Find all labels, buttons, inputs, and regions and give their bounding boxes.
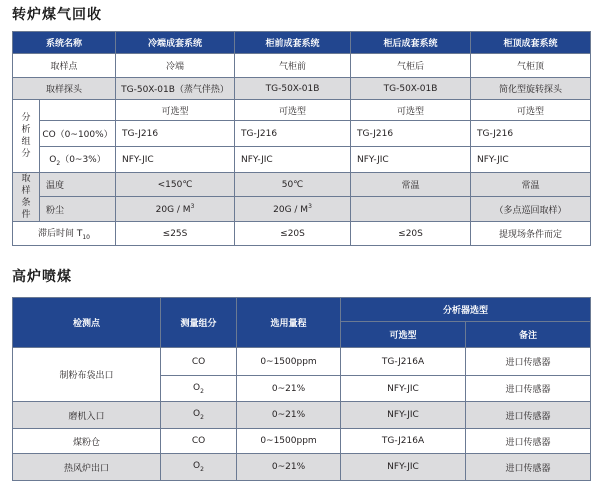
cell-temperature: 50℃ <box>235 173 351 197</box>
section-title-blast-furnace: 高炉喷煤 <box>12 269 72 285</box>
cell-component: $O_2$ <box>161 402 237 429</box>
cell-probe: TG-50X-01B（蒸气伴热） <box>116 78 235 100</box>
cell-remark: 进口传感器 <box>466 402 591 429</box>
cell-o2-model: NFY-JIC <box>351 147 471 173</box>
header-holder-top: 柜顶成套系统 <box>471 32 591 54</box>
header-after-holder: 柜后成套系统 <box>351 32 471 54</box>
cell-probe: 简化型旋转探头 <box>471 78 591 100</box>
label-sampling-conditions: 取 样 条 件 <box>13 173 40 222</box>
cell-remark: 进口传感器 <box>466 376 591 402</box>
cell-temperature: <150℃ <box>116 173 235 197</box>
cell-probe: TG-50X-01B <box>351 78 471 100</box>
cell-component: $O_2$ <box>161 376 237 402</box>
cell-optional-label: 可选型 <box>116 100 235 121</box>
cell-optional: TG-J216A <box>341 348 466 376</box>
label-co-range: CO（0~100%） <box>40 121 116 147</box>
header-before-holder: 柜前成套系统 <box>235 32 351 54</box>
cell-optional: NFY-JIC <box>341 402 466 429</box>
label-dust: 粉尘 <box>40 197 116 222</box>
cell-lag-time: ≤25S <box>116 222 235 246</box>
cell-range: 0~1500ppm <box>237 348 341 376</box>
cell-sampling-point: 气柜顶 <box>471 54 591 78</box>
cell-point: 磨机入口 <box>13 402 161 429</box>
cell-dust-note: （多点巡回取样） <box>471 197 591 222</box>
label-analysis-group: 分 析 组 分 <box>13 100 40 173</box>
cell-range: 0~21% <box>237 402 341 429</box>
cell-optional: NFY-JIC <box>341 376 466 402</box>
header-detection-point: 检测点 <box>13 298 161 348</box>
cell-dust: $20G / M^3$ <box>235 197 351 222</box>
cell-optional-label: 可选型 <box>235 100 351 121</box>
cell-range: 0~21% <box>237 376 341 402</box>
cell-optional: NFY-JIC <box>341 454 466 481</box>
cell-optional: TG-J216A <box>341 429 466 454</box>
cell-dust: $20G / M^3$ <box>116 197 235 222</box>
label-probe: 取样探头 <box>13 78 116 100</box>
cell-lag-time: ≤20S <box>235 222 351 246</box>
blank-cell <box>40 100 116 121</box>
cell-range: 0~21% <box>237 454 341 481</box>
cell-remark: 进口传感器 <box>466 454 591 481</box>
cell-optional-label: 可选型 <box>351 100 471 121</box>
cell-optional-label: 可选型 <box>471 100 591 121</box>
cell-dust-empty <box>351 197 471 222</box>
cell-point: 热风炉出口 <box>13 454 161 481</box>
cell-lag-time: ≤20S <box>351 222 471 246</box>
cell-sampling-point: 冷端 <box>116 54 235 78</box>
cell-probe: TG-50X-01B <box>235 78 351 100</box>
converter-gas-table <box>12 31 591 246</box>
cell-co-model: TG-J216 <box>235 121 351 147</box>
cell-co-model: TG-J216 <box>471 121 591 147</box>
cell-o2-model: NFY-JIC <box>471 147 591 173</box>
header-cold-end: 冷端成套系统 <box>116 32 235 54</box>
header-component: 测量组分 <box>161 298 237 348</box>
header-analyzer: 分析器选型 <box>341 298 591 322</box>
header-remark: 备注 <box>466 322 591 348</box>
cell-co-model: TG-J216 <box>116 121 235 147</box>
header-optional: 可选型 <box>341 322 466 348</box>
cell-o2-model: NFY-JIC <box>235 147 351 173</box>
cell-point: 煤粉仓 <box>13 429 161 454</box>
cell-component: $O_2$ <box>161 454 237 481</box>
cell-sampling-point: 气柜后 <box>351 54 471 78</box>
cell-remark: 进口传感器 <box>466 429 591 454</box>
cell-o2-model: NFY-JIC <box>116 147 235 173</box>
cell-co-model: TG-J216 <box>351 121 471 147</box>
label-o2-range: $O_2(0\sim 3\%)$ <box>40 147 116 173</box>
header-system-name: 系统名称 <box>13 32 116 54</box>
header-range: 选用量程 <box>237 298 341 348</box>
cell-component: CO <box>161 429 237 454</box>
label-temperature: 温度 <box>40 173 116 197</box>
cell-lag-time: 提现场条件而定 <box>471 222 591 246</box>
cell-range: 0~1500ppm <box>237 429 341 454</box>
label-sampling-point: 取样点 <box>13 54 116 78</box>
cell-point: 制粉布袋出口 <box>13 348 161 402</box>
label-lag-time: 滞后时间 $T_{10}$ <box>13 222 116 246</box>
cell-sampling-point: 气柜前 <box>235 54 351 78</box>
blast-furnace-table <box>12 297 591 481</box>
cell-component: CO <box>161 348 237 376</box>
cell-temperature: 常温 <box>471 173 591 197</box>
cell-remark: 进口传感器 <box>466 348 591 376</box>
section-title-converter-gas: 转炉煤气回收 <box>12 7 102 23</box>
cell-temperature: 常温 <box>351 173 471 197</box>
